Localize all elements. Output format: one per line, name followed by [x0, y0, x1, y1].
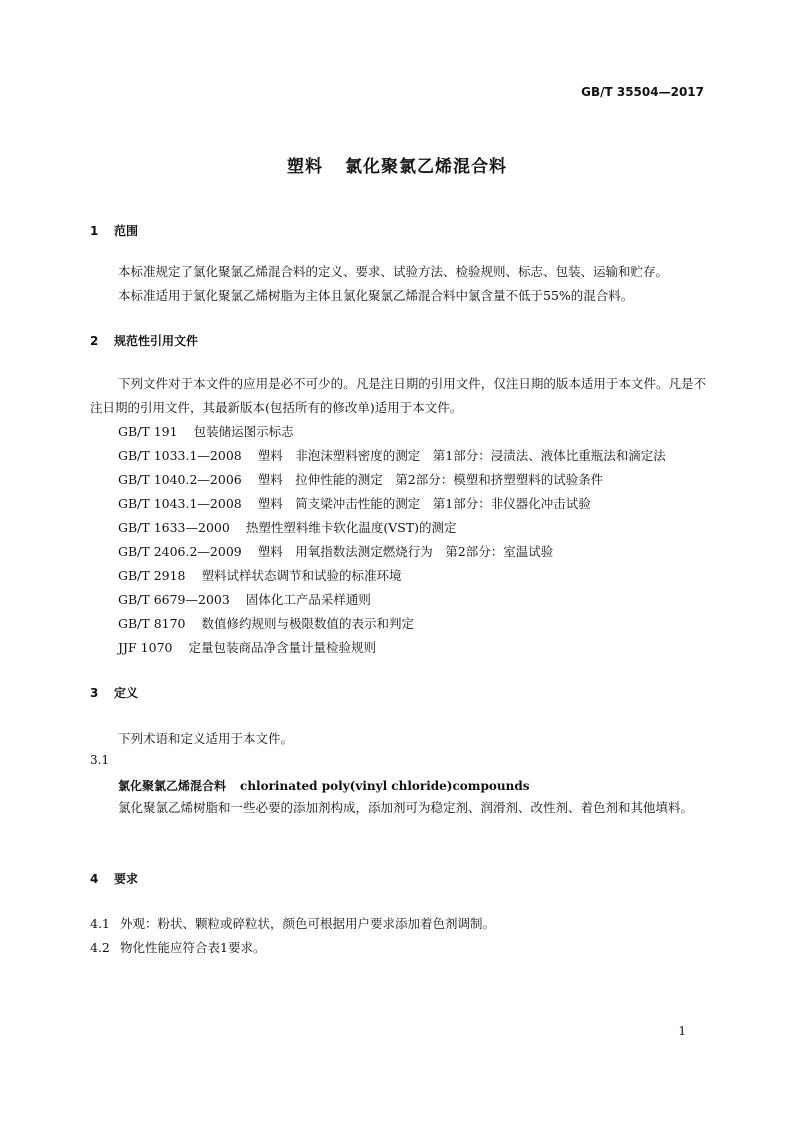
requirement-number: 4.2 — [90, 940, 110, 955]
reference-code: GB/T 191 — [118, 424, 178, 439]
section-number: 3 — [90, 686, 99, 700]
section-title: 要求 — [114, 872, 139, 886]
reference-code: GB/T 1633—2000 — [118, 520, 230, 535]
reference-item — [118, 518, 457, 536]
reference-item — [118, 422, 294, 440]
standard-code: GB/T 35504—2017 — [581, 85, 704, 99]
section-title: 范围 — [114, 224, 139, 238]
term-definition — [90, 796, 706, 820]
reference-code: GB/T 1043.1—2008 — [118, 496, 242, 511]
normative-intro — [90, 372, 706, 420]
requirement-text: 外观：粉状、颗粒或碎粒状，颜色可根据用户要求添加着色剂调制。 — [120, 916, 496, 931]
reference-code: GB/T 2918 — [118, 568, 186, 583]
reference-item — [118, 446, 666, 464]
page-number: 1 — [678, 1024, 686, 1038]
requirement-item — [90, 938, 265, 956]
reference-item — [118, 590, 371, 608]
term-heading — [118, 777, 529, 794]
term-english: chlorinated poly(vinyl chloride)compounds — [240, 779, 530, 793]
term-definition-text: 氯化聚氯乙烯树脂和一些必要的添加剂构成，添加剂可为稳定剂、润滑剂、改性剂、着色剂和其他填料。 — [118, 800, 694, 815]
reference-title: 塑料试样状态调节和试验的标准环境 — [201, 568, 402, 583]
reference-code: GB/T 2406.2—2009 — [118, 544, 242, 559]
reference-title: 固体化工产品采样通则 — [245, 592, 371, 607]
title-part-plastics: 塑料 — [287, 157, 323, 177]
reference-title: 塑料 简支梁冲击性能的测定 第1部分：非仪器化冲击试验 — [257, 496, 591, 511]
reference-title: 塑料 用氧指数法测定燃烧行为 第2部分：室温试验 — [257, 544, 554, 559]
section-title: 定义 — [114, 686, 139, 700]
reference-title: 塑料 非泡沫塑料密度的测定 第1部分：浸渍法、液体比重瓶法和滴定法 — [257, 448, 666, 463]
reference-title: 塑料 拉伸性能的测定 第2部分：模塑和挤塑塑料的试验条件 — [257, 472, 604, 487]
section-1-heading — [90, 222, 138, 239]
scope-paragraph-2: 本标准适用于氯化聚氯乙烯树脂为主体且氯化聚氯乙烯混合料中氯含量不低于55%的混合料。 — [118, 288, 634, 303]
scope-paragraph-1: 本标准规定了氯化聚氯乙烯混合料的定义、要求、试验方法、检验规则、标志、包装、运输和贮存。 — [118, 264, 669, 279]
reference-title: 数值修约规则与极限数值的表示和判定 — [201, 616, 415, 631]
reference-title: 热塑性塑料维卡软化温度(VST)的测定 — [245, 520, 457, 535]
requirement-item — [90, 914, 495, 932]
reference-code: JJF 1070 — [118, 640, 173, 655]
reference-item — [118, 638, 376, 656]
reference-code: GB/T 6679—2003 — [118, 592, 230, 607]
section-2-heading — [90, 332, 198, 349]
section-number: 4 — [90, 872, 99, 886]
section-3-heading — [90, 684, 138, 701]
term-number: 3.1 — [90, 753, 110, 767]
reference-item — [118, 614, 414, 632]
reference-code: GB/T 1040.2—2006 — [118, 472, 242, 487]
reference-code: GB/T 1033.1—2008 — [118, 448, 242, 463]
reference-item — [118, 470, 603, 488]
section-title: 规范性引用文件 — [114, 334, 199, 348]
reference-item — [118, 494, 591, 512]
section-number: 1 — [90, 224, 99, 238]
reference-title: 定量包装商品净含量计量检验规则 — [188, 640, 376, 655]
reference-code: GB/T 8170 — [118, 616, 186, 631]
section-4-heading — [90, 870, 138, 887]
normative-intro-text: 下列文件对于本文件的应用是必不可少的。凡是注日期的引用文件，仅注日期的版本适用于本文件。凡是不注日期的引用文件，其最新版本(包括所有的修改单)适用于本文件。 — [90, 376, 706, 415]
title-part-compound: 氯化聚氯乙烯混合料 — [345, 157, 507, 177]
reference-title: 包装储运图示标志 — [193, 424, 294, 439]
requirement-number: 4.1 — [90, 916, 110, 931]
term-chinese: 氯化聚氯乙烯混合料 — [118, 779, 227, 793]
requirement-text: 物化性能应符合表1要求。 — [120, 940, 266, 955]
definitions-intro: 下列术语和定义适用于本文件。 — [118, 731, 294, 746]
document-title — [0, 152, 794, 177]
reference-item — [118, 542, 553, 560]
reference-item — [118, 566, 402, 584]
section-number: 2 — [90, 334, 99, 348]
